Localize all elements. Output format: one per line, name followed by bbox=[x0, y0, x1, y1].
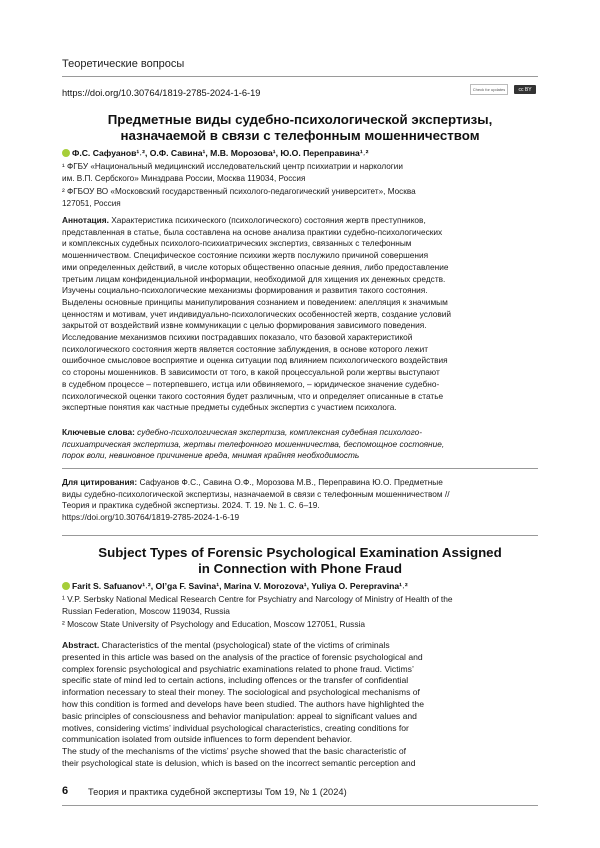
affiliation-en-1-line2: Russian Federation, Moscow 119034, Russia bbox=[62, 605, 230, 616]
abstract-ru-line: психологической оценки такого состояния будет различным, что и определяет описанные в статье bbox=[62, 390, 444, 401]
title-ru-line1: Предметные виды судебно-психологической экспертизы, bbox=[107, 112, 493, 127]
orcid-icon[interactable] bbox=[62, 582, 70, 590]
abstract-ru-text: Характеристика психического (психологического) состояния жертв преступников, bbox=[111, 215, 426, 225]
abstract-en-line: their psychological state is delusion, which is based on the incorrect semantic perception and bbox=[62, 757, 416, 768]
abstract-ru-line: мошенничеством. Специфическое состояние психики жертв послужило причиной совершения bbox=[62, 250, 429, 261]
affiliation-ru-1 bbox=[62, 161, 538, 185]
authors-en-text: Farit S. Safuanov¹˒², Ol’ga F. Savina¹, Marina V. Morozova¹, Yuliya O. Perepravina¹˒² bbox=[72, 581, 408, 591]
authors-en bbox=[62, 581, 538, 591]
citation-doi-link[interactable]: https://doi.org/10.30764/1819-2785-2024-1-6-19 bbox=[62, 512, 240, 523]
title-ru-line2: назначаемой в связи с телефонным мошенничеством bbox=[120, 128, 480, 143]
abstract-en-line: complex forensic psychological and psychiatric examinations related to phone fraud. Victims’ bbox=[62, 663, 414, 674]
abstract-en-line bbox=[62, 640, 538, 652]
cc-license-badge[interactable]: cc BY bbox=[514, 85, 536, 94]
abstract-ru-label: Аннотация. bbox=[62, 215, 109, 225]
abstract-en-line: motives, considering victims’ individual psychological characteristics, creating conditions for bbox=[62, 722, 409, 733]
affiliation-ru-2-line1: ² ФГБОУ ВО «Московский государственный психолого-педагогический университет», Москва bbox=[62, 187, 416, 196]
abstract-en-line: The study of the mechanisms of the victims’ psyche showed that the basic characteristic of bbox=[62, 746, 407, 757]
title-en bbox=[62, 545, 538, 577]
citation-ru-label: Для цитирования: bbox=[62, 477, 138, 487]
keywords-ru-label: Ключевые слова: bbox=[62, 427, 135, 437]
footer-journal-title: Теория и практика судебной экспертизы Том 19, № 1 (2024) bbox=[88, 787, 347, 797]
abstract-ru-line: экспертные понятия как частные предметы судебных экспертиз с участием психолога. bbox=[62, 402, 397, 413]
crossmark-badge[interactable]: Check for updates bbox=[470, 84, 508, 95]
citation-ru-line: виды судебно-психологической экспертизы, назначаемой в связи с телефонным мошенничеством // bbox=[62, 488, 450, 499]
title-en-line1: Subject Types of Forensic Psychological Examination Assigned bbox=[98, 545, 502, 560]
doi-link[interactable]: https://doi.org/10.30764/1819-2785-2024-1-6-19 bbox=[62, 88, 261, 98]
citation-ru-line bbox=[62, 477, 538, 489]
abstract-en-line: presented in this article was based on the analysis of the practice of forensic psychological and bbox=[62, 651, 423, 662]
title-en-line2: in Connection with Phone Fraud bbox=[198, 561, 402, 576]
abstract-ru-line: ошибочное смысловое восприятие и оценка ситуации под влиянием психологического воздействия bbox=[62, 355, 448, 366]
keywords-ru-text: порок воли, невиновное причинение вреда, мнимая крайняя необходимость bbox=[62, 450, 360, 461]
footer-rule bbox=[62, 805, 538, 806]
abstract-ru-line: ими определенных действий, в числе которых общественно опасные деяния, либо предоставление bbox=[62, 261, 449, 272]
abstract-ru-line: в судебном процессе – потерпевшего, истца или обвиняемого, – юридическое значение судебно- bbox=[62, 378, 440, 389]
affiliation-en-1 bbox=[62, 594, 538, 618]
abstract-en bbox=[62, 640, 538, 770]
abstract-ru-line: Исследование механизмов психики пострадавших показало, что базовой характеристикой bbox=[62, 332, 413, 343]
abstract-en-line: how this condition is formed and develops have been studied. The authors have highlighted the bbox=[62, 698, 424, 709]
abstract-ru bbox=[62, 215, 538, 414]
abstract-ru-line: третьим лицам конфиденциальной информации, необходимой для хищения их денежных средств. bbox=[62, 273, 446, 284]
abstract-en-line: information necessary to steal their money. The sociological and psychological mechanisms of bbox=[62, 687, 420, 698]
abstract-ru-line: психологического состояния жертв является состояние заблуждения, в основе которого лежит bbox=[62, 343, 429, 354]
abstract-en-line: specific state of mind led to certain actions, including offences or the transfer of confidential bbox=[62, 675, 409, 686]
abstract-ru-line: Изучены социально-психологические механизмы формирования и развития такого состояния. bbox=[62, 285, 428, 296]
page-number: 6 bbox=[62, 785, 69, 797]
header-rule bbox=[62, 76, 538, 77]
authors-ru-text: Ф.С. Сафуанов¹˒², О.Ф. Савина¹, М.В. Морозова¹, Ю.О. Переправина¹˒² bbox=[72, 148, 369, 158]
keywords-ru bbox=[62, 427, 538, 462]
keywords-ru-text: психиатрическая экспертиза, жертвы телефонного мошенничества, беспомощное состояние, bbox=[62, 438, 445, 449]
abstract-ru-line: закрытой от воздействий извне коммуникации с целью формирования зависимого поведения. bbox=[62, 320, 427, 331]
affiliation-en-1-line1: ¹ V.P. Serbsky National Medical Research Centre for Psychiatry and Narcology of Ministry of Health of the bbox=[62, 594, 453, 604]
authors-ru bbox=[62, 148, 538, 158]
affiliation-ru-2 bbox=[62, 186, 538, 210]
affiliation-en-2: ² Moscow State University of Psychology and Education, Moscow 127051, Russia bbox=[62, 619, 366, 629]
citation-ru-text: Сафуанов Ф.С., Савина О.Ф., Морозова М.В., Переправина Ю.О. Предметные bbox=[139, 477, 443, 487]
title-ru bbox=[62, 112, 538, 144]
abstract-en-line: communication isolated from outside influences to form dependent behavior. bbox=[62, 734, 352, 745]
abstract-ru-line: Выделены основные принципы манипулирования сознанием и поведением: апелляция к значимым bbox=[62, 296, 448, 307]
keywords-ru-line bbox=[62, 439, 538, 451]
abstract-en-text: Characteristics of the mental (psychological) state of the victims of criminals bbox=[101, 640, 390, 650]
abstract-ru-line: и комплексных судебных психолого-психиатрических экспертиз, связанных с телефонным bbox=[62, 238, 412, 249]
affiliation-ru-1-line2: им. В.П. Сербского» Минздрава России, Москва 119034, Россия bbox=[62, 173, 306, 183]
abstract-ru-line bbox=[62, 215, 538, 227]
affiliation-ru-2-line2: 127051, Россия bbox=[62, 198, 121, 208]
abstract-ru-line: представленная в статье, была составлена на основе анализа практики судебно-психологических bbox=[62, 226, 443, 237]
keywords-ru-line bbox=[62, 450, 538, 462]
abstract-ru-line: ценностям и мотивам, учет индивидуально-психологических особенностей жертв, создание условий bbox=[62, 308, 452, 319]
abstract-en-line: basic principles of consciousness and behavior manipulation: appeal to significant values and bbox=[62, 710, 417, 721]
orcid-icon[interactable] bbox=[62, 149, 70, 157]
affiliation-ru-1-line1: ¹ ФГБУ «Национальный медицинский исследовательский центр психиатрии и наркологии bbox=[62, 162, 403, 171]
abstract-ru-line: со стороны мошенников. В зависимости от того, в какой процессуальной роли жертвы выступают bbox=[62, 367, 440, 378]
abstract-en-label: Abstract. bbox=[62, 640, 100, 650]
citation-ru-line: Теория и практика судебной экспертизы. 2024. Т. 19. № 1. С. 6–19. bbox=[62, 500, 320, 511]
header-badges bbox=[470, 84, 536, 95]
section-label: Теоретические вопросы bbox=[62, 58, 185, 70]
citation-ru bbox=[62, 477, 538, 524]
divider bbox=[62, 468, 538, 469]
keywords-ru-line bbox=[62, 427, 538, 439]
divider bbox=[62, 535, 538, 536]
keywords-ru-text: судебно-психологическая экспертиза, комплексная судебная психолого- bbox=[137, 427, 423, 437]
